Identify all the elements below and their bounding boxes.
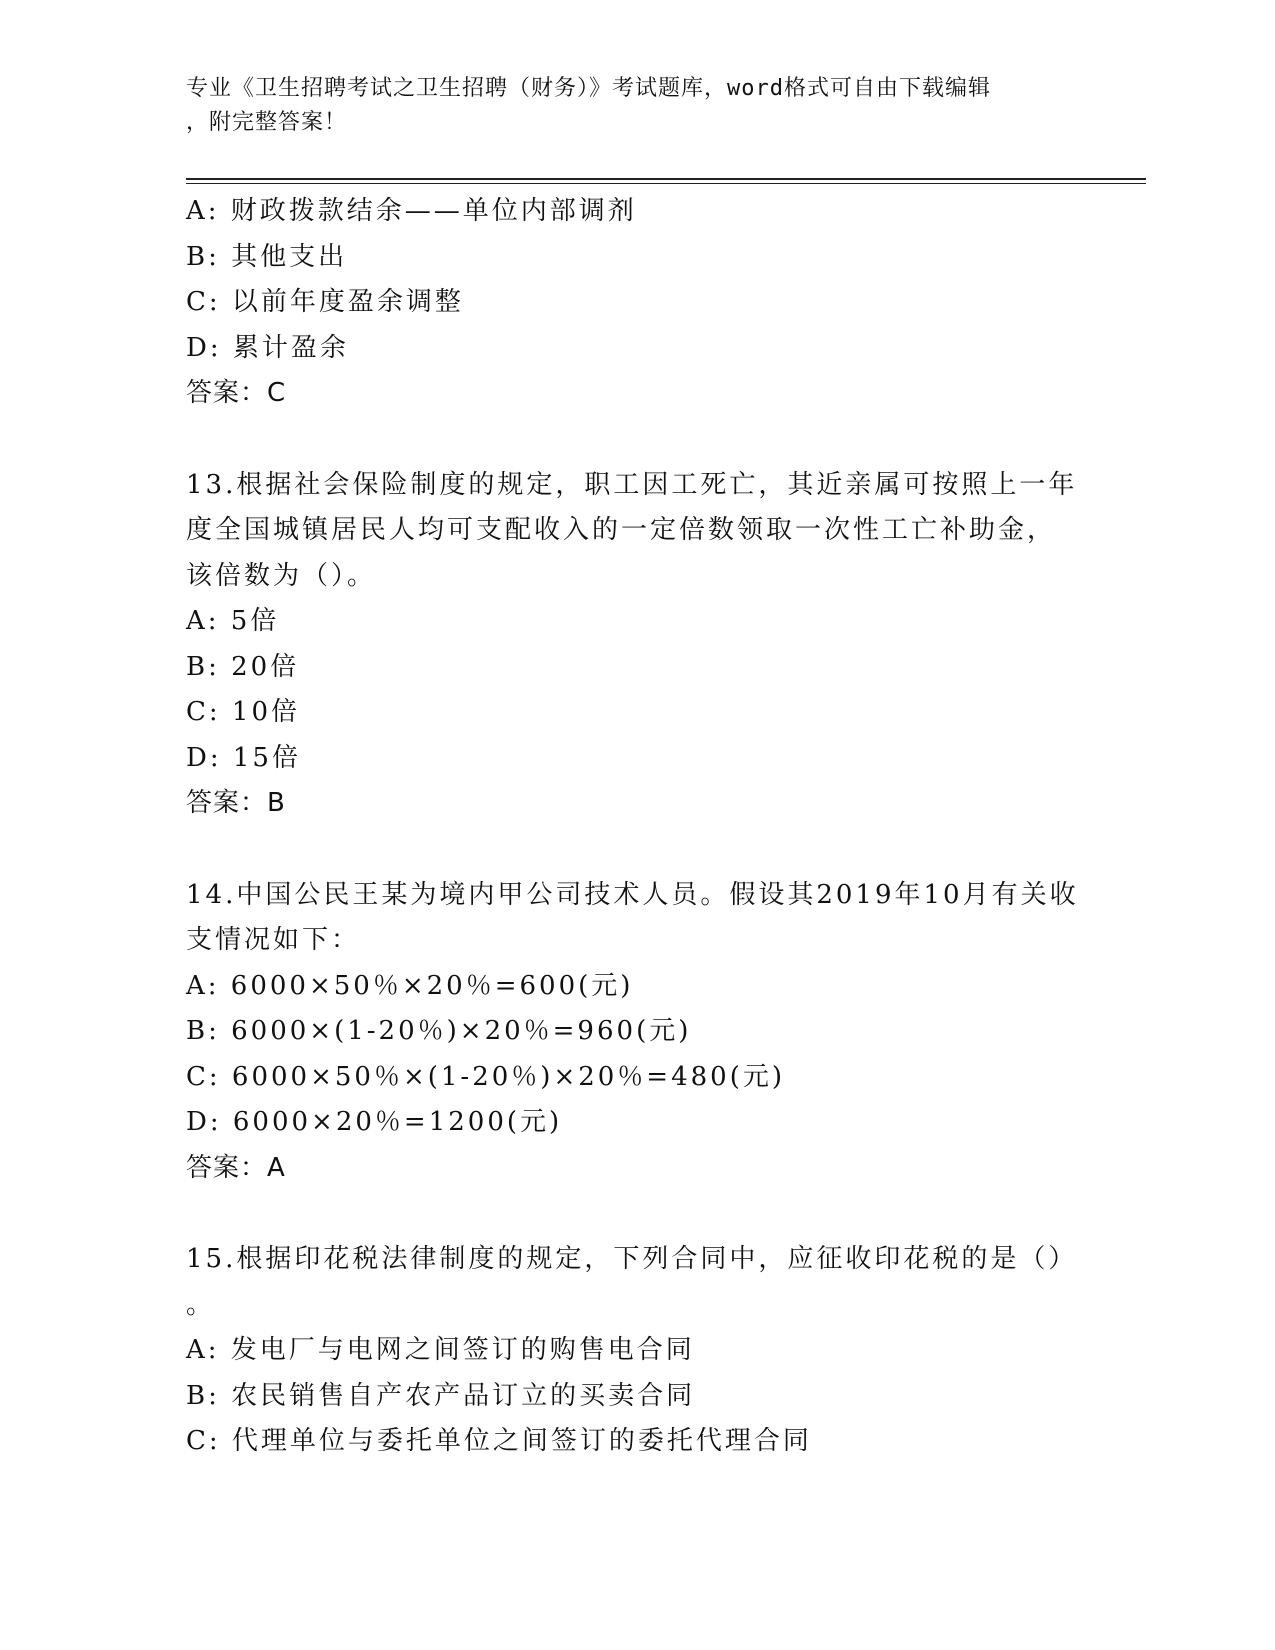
document-header [186,72,1086,140]
header-divider-thin [186,183,1146,184]
option-b: B: 其他支出 [186,241,348,272]
option-b: B: 6000×(1-20％)×20％=960(元) [186,1016,692,1046]
header-divider-thick [186,178,1146,180]
option-b: B: 农民销售自产农产品订立的买卖合同 [186,1380,696,1411]
answer: 答案：B [186,788,286,818]
option-a: A: 6000×50％×20％=600(元) [186,970,634,1001]
question-15 [186,1237,1086,1465]
question-stem-line: 该倍数为（）。 [186,560,377,591]
question-stem-line: 15.根据印花税法律制度的规定，下列合同中，应征收印花税的是（） [186,1244,1078,1274]
header-line-1: 专业《卫生招聘考试之卫生招聘（财务）》考试题库，word格式可自由下载编辑 [186,76,991,101]
option-c: C: 10倍 [186,697,301,727]
question-stem-line: 14.中国公民王某为境内甲公司技术人员。假设其2019年10月有关收 [186,879,1079,910]
option-a: A: 发电厂与电网之间签订的购售电合同 [186,1335,695,1365]
option-d: D: 6000×20％=1200(元) [186,1107,563,1137]
question-stem-line: 度全国城镇居民人均可支配收入的一定倍数领取一次性工亡补助金， [186,515,1057,545]
question-stem-line: 。 [186,1289,216,1320]
answer: 答案：A [186,1152,286,1183]
option-d: D: 累计盈余 [186,332,349,363]
answer: 答案：C [186,378,287,408]
question-14 [186,873,1086,1192]
question-stem-line: 支情况如下： [186,925,361,955]
header-line-2: ，附完整答案！ [186,110,348,135]
option-c: C: 以前年度盈余调整 [186,287,464,317]
question-13 [186,463,1086,827]
option-b: B: 20倍 [186,651,300,682]
option-d: D: 15倍 [186,742,301,773]
question-stem-line: 13.根据社会保险制度的规定，职工因工死亡，其近亲属可按照上一年 [186,469,1078,500]
question-list [186,189,1086,1465]
option-a: A: 财政拨款结余——单位内部调剂 [186,196,637,226]
option-c: C: 代理单位与委托单位之间签订的委托代理合同 [186,1426,812,1456]
option-a: A: 5倍 [186,606,280,636]
question-12-partial [186,189,1086,417]
option-c: C: 6000×50％×(1-20％)×20％=480(元) [186,1061,786,1092]
